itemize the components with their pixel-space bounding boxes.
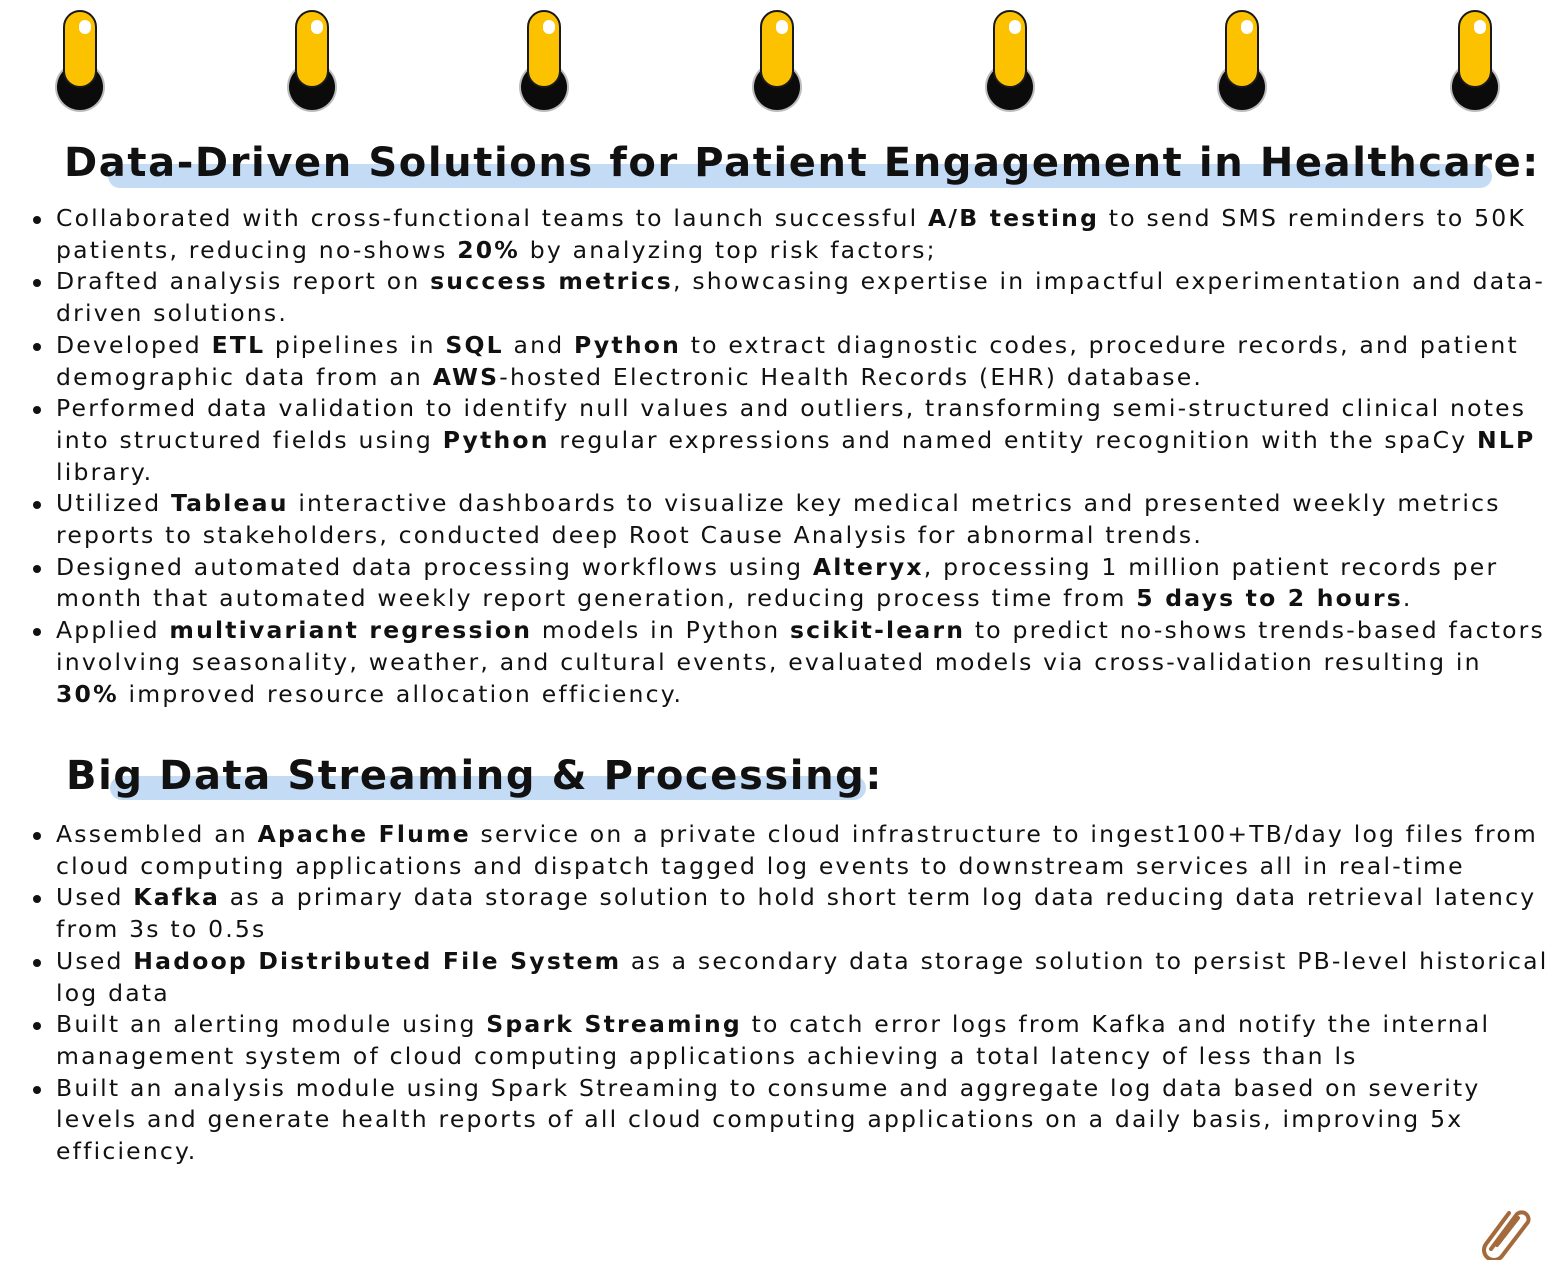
bold-keyword: Kafka <box>133 883 221 912</box>
bullet-text: Drafted analysis report on <box>56 267 431 296</box>
bullet-text: Applied <box>56 616 170 645</box>
bullet-text: interactive dashboards to visualize key medical metrics and presented weekly metrics reports to stakeholders, conducted deep Root Cause Analysis for abnormal trends. <box>56 489 1501 550</box>
bullet-text: Developed <box>56 330 212 359</box>
bullet-text: as a primary data storage solution to hold short term log data reducing data retrieval latency from 3s to 0.5s <box>56 883 1537 944</box>
bullet-text: Assembled an <box>56 820 258 848</box>
bullet-text: service on a private cloud infrastructure to ingest100+TB/day log files from cloud computing applications and dispatch tagged log events to downstream services all in real-time <box>56 820 1538 880</box>
binder-ring-icon <box>55 10 105 114</box>
binder-ring-icon <box>1217 10 1267 114</box>
bold-keyword: multivariant regression <box>169 616 533 645</box>
bullet-text: library. <box>56 457 154 486</box>
bold-keyword: AWS <box>432 362 500 391</box>
section-heading-patient-engagement <box>64 139 1540 187</box>
bullet-text: , showcasing expertise in impactful experimentation and data-driven solutions. <box>56 267 1546 328</box>
bullet-text: as a secondary data storage solution to persist PB-level historical log data <box>56 946 1549 1007</box>
binder-ring-icon <box>287 10 337 114</box>
section-title: Data-Driven Solutions for Patient Engagement in Healthcare: <box>64 140 1540 186</box>
bullet-text: Used <box>56 946 134 975</box>
list-item <box>30 1073 1550 1168</box>
binder-ring-icon <box>1450 10 1500 114</box>
binder-ring-icon <box>985 10 1035 114</box>
bullet-text: Collaborated with cross-functional teams to launch successful <box>56 204 929 232</box>
bold-keyword: NLP <box>1476 425 1536 454</box>
list-item <box>30 946 1550 1009</box>
binder-rings <box>0 0 1560 120</box>
bold-keyword: Hadoop Distributed File System <box>133 946 622 975</box>
bullet-text: and <box>503 330 575 359</box>
bold-keyword: Tableau <box>170 489 289 518</box>
list-item <box>30 203 1550 266</box>
bold-keyword: SQL <box>445 330 504 359</box>
binder-ring-icon <box>519 10 569 114</box>
list-item <box>30 1009 1550 1072</box>
bullet-text: Used <box>56 883 134 912</box>
bold-keyword: Alteryx <box>812 552 924 581</box>
bold-keyword: ETL <box>211 330 266 359</box>
bullet-text: models in Python <box>532 616 790 645</box>
bullet-list-patient-engagement <box>30 203 1550 710</box>
bullet-text: Utilized <box>56 489 171 518</box>
bullet-text: -hosted Electronic Health Records (EHR) database. <box>499 362 1204 391</box>
bold-keyword: Python <box>574 330 682 359</box>
bullet-text: to extract diagnostic codes, procedure records, and patient demographic data from an <box>56 330 1519 391</box>
bullet-text: improved resource allocation efficiency. <box>118 679 684 708</box>
list-item <box>30 882 1550 945</box>
bold-keyword: 20% <box>457 235 521 264</box>
section-title: Big Data Streaming & Processing: <box>66 753 884 799</box>
bullet-list-big-data <box>30 819 1550 1168</box>
bold-keyword: A/B testing <box>928 204 1100 232</box>
list-item <box>30 552 1550 615</box>
binder-ring-icon <box>752 10 802 114</box>
bold-keyword: scikit-learn <box>789 616 966 645</box>
bullet-text: to predict no-shows trends-based factors involving seasonality, weather, and cultural events, evaluated models via cross-validation resulting in <box>56 616 1545 676</box>
bullet-text: pipelines in <box>265 330 446 359</box>
bold-keyword: Spark Streaming <box>486 1010 742 1039</box>
bullet-text: Built an analysis module using Spark Streaming to consume and aggregate log data based on severity levels and generate health reports of all cloud computing applications on a daily basis, improving 5x efficiency. <box>56 1073 1481 1166</box>
bullet-text: , processing 1 million patient records per month that automated weekly report generation, reducing process time from <box>56 552 1499 613</box>
bullet-text: regular expressions and named entity recognition with the spaCy <box>549 425 1477 454</box>
bold-keyword: 30% <box>56 679 119 708</box>
bullet-text: by analyzing top risk factors; <box>520 235 937 264</box>
list-item <box>30 819 1550 882</box>
paperclip-icon <box>1474 1200 1534 1260</box>
list-item <box>30 393 1550 488</box>
bullet-text: . <box>1402 584 1413 613</box>
bold-keyword: 5 days to 2 hours <box>1136 584 1403 613</box>
bold-keyword: Apache Flume <box>257 820 471 848</box>
bullet-text: Built an alerting module using <box>56 1010 487 1039</box>
bullet-text: Performed data validation to identify null values and outliers, transforming semi-structured clinical notes into structured fields using <box>56 394 1527 454</box>
bold-keyword: success metrics <box>430 267 673 296</box>
list-item <box>30 266 1550 329</box>
bullet-text: to send SMS reminders to 50K patients, reducing no-shows <box>56 204 1527 264</box>
bullet-text: Designed automated data processing workflows using <box>56 552 813 581</box>
bullet-text: to catch error logs from Kafka and notify the internal management system of cloud computing applications achieving a total latency of less than ls <box>56 1010 1491 1070</box>
list-item <box>30 330 1550 393</box>
list-item <box>30 615 1550 710</box>
list-item <box>30 488 1550 551</box>
bold-keyword: Python <box>442 425 550 454</box>
section-heading-big-data <box>66 752 886 800</box>
